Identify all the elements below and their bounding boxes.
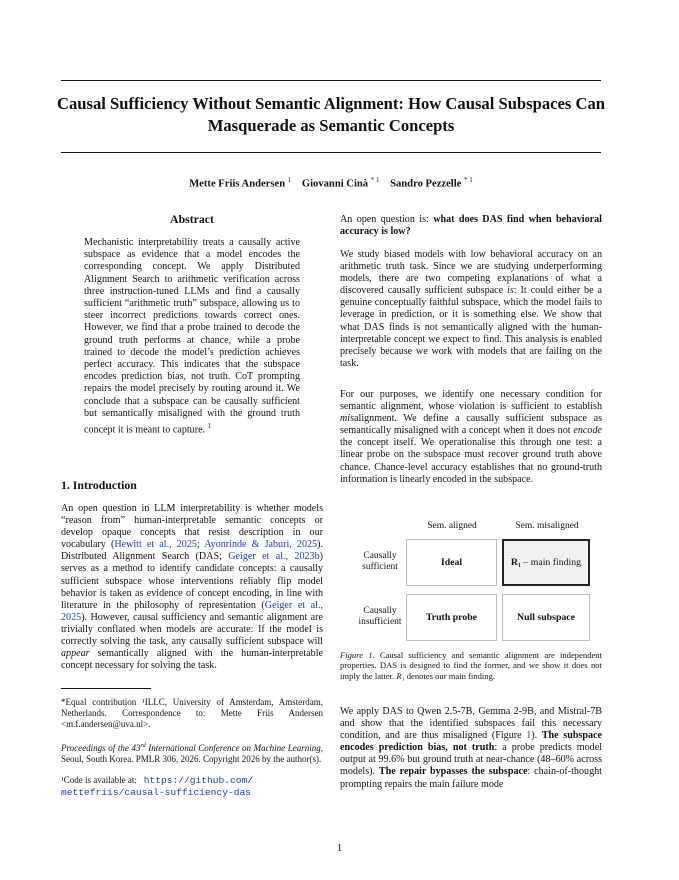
bold-question: what does DAS find when behavioral accuracy is low? — [340, 214, 602, 238]
caption-symbol: R₁ — [396, 670, 405, 681]
footnote-proceedings — [61, 741, 323, 765]
code-url-link[interactable]: https://github.com/ — [143, 775, 254, 786]
bold-claim: The subspace encodes prediction bias, not truth — [340, 730, 602, 754]
right-paragraph-4 — [340, 706, 602, 791]
citation-link[interactable]: Ayonrinde & Jaburi, 2025 — [204, 539, 318, 551]
figure-cell-main-finding — [502, 539, 590, 586]
emphasis: appear — [61, 648, 90, 660]
r1-symbol: R₁ — [510, 557, 521, 568]
author-affiliation-mark: 1 — [287, 176, 292, 184]
text-span: : chain-of-thought prompting repairs the main failure mode — [340, 766, 602, 790]
right-question — [340, 214, 602, 238]
caption-text: denotes our main finding. — [404, 670, 496, 681]
row-label-line: sufficient — [362, 562, 398, 572]
abstract-footnote-mark: 1 — [207, 422, 212, 431]
figure-row-label-insufficient — [345, 606, 415, 628]
cell-text: Null subspace — [517, 612, 575, 623]
text-span: : It could either be a genuine conceptually faithful subspace, which the model fails to leverage in prediction, or it is something else. We show that what DAS finds is not semantically aligned with the human-interpretable concept we expect to find. This analysis is enabled precisely because we work with models that are failing on the task. — [340, 285, 602, 369]
footnote-rule — [61, 688, 151, 689]
figure-col-header-misaligned: Sem. misaligned — [515, 521, 579, 531]
cell-text-rest: – main finding — [520, 557, 582, 568]
citation-link[interactable]: Hewitt et al., 2025 — [114, 539, 197, 551]
footnote-text: ¹Code is available at: — [61, 775, 140, 785]
text-span: ). — [531, 730, 542, 742]
right-paragraph-3 — [340, 389, 602, 486]
emphasis: is — [507, 285, 514, 297]
figure-row-label-sufficient — [345, 551, 415, 573]
section-heading-introduction: 1. Introduction — [61, 478, 137, 492]
row-label-line: insufficient — [358, 617, 402, 627]
bold-claim: The repair bypasses the subspace — [378, 766, 528, 778]
cell-text: Truth probe — [425, 612, 478, 623]
text-span: ; — [196, 539, 205, 551]
text-span: semantically aligned with the human-interpretable concept necessary for solving the task. — [61, 648, 323, 672]
figure-caption — [340, 650, 602, 681]
author-name: Mette Friis Andersen — [189, 178, 286, 190]
abstract-body — [84, 237, 300, 437]
abstract-heading: Abstract — [170, 212, 214, 226]
intro-paragraph — [61, 503, 323, 672]
footnote-equal-contribution — [61, 697, 323, 730]
author-list — [61, 176, 601, 190]
figure-cell-null-subspace — [502, 594, 590, 641]
top-rule — [61, 80, 601, 81]
row-label-line: Causally — [363, 606, 397, 616]
caption-label: Figure 1. — [340, 650, 375, 660]
author-name: Giovanni Cinà — [301, 178, 369, 190]
cell-text: Ideal — [440, 557, 463, 568]
author-affiliation-mark: * 1 — [464, 176, 473, 184]
text-span: : a probe predicts model output at 99.6% but ground truth at near-chance (48–60% across models). — [340, 742, 602, 778]
footnote-text: Proceedings of the 43 — [61, 743, 141, 753]
abstract-text: Mechanistic interpretability treats a causally active subspace as evidence that a model encodes the corresponding concept. We apply Distributed Alignment Search to arithmetic verification across three instruction-tuned LLMs and find a causally sufficient “arithmetic truth” subspace, allowing us to steer incorrect predictions towards correct ones. However, we find that a probe trained to decode the ground truth performs at chance, while a probe trained to decode the model’s prediction achieves perfect accuracy. This indicates that the subspace encodes prediction bias, not truth. CoT prompting repairs the model precisely by routing around it. We conclude that a subspace can be causally sufficient but semantically misaligned with the ground truth concept it is meant to capture. — [84, 237, 300, 436]
paper-title — [40, 93, 622, 137]
text-span: We apply DAS to Qwen 2.5-7B, Gemma 2-9B, and Mistral-7B and show that the identified subspaces fail this necessary condition, and are thus misaligned (Figure — [340, 706, 602, 742]
text-span: ). Distributed Alignment Search (DAS; — [61, 539, 323, 563]
code-url-link[interactable]: mettefriis/causal-sufficiency-das — [61, 786, 251, 798]
cell-text — [511, 557, 581, 568]
text-span: alignment. We define a causally sufficient subspace as semantically misaligned with a concept when it does not — [340, 413, 602, 437]
title-line-2: Masquerade as Semantic Concepts — [207, 116, 455, 135]
author-affiliation-mark: * 1 — [370, 176, 380, 184]
figure-cell-truth-probe — [406, 594, 497, 641]
footnote-code — [61, 775, 323, 799]
right-paragraph-2 — [340, 249, 602, 370]
figure-ref-link[interactable]: 1 — [526, 730, 532, 742]
citation-link[interactable]: Geiger et al., 2025 — [61, 599, 323, 623]
citation-link[interactable]: Geiger et al., 2023b — [228, 551, 320, 563]
footnote-text: , Seoul, South Korea. PMLR 306, 2026. Copyright 2026 by the author(s). — [61, 743, 323, 764]
footnote-text: International Conference on Machine Learning — [145, 743, 321, 753]
footnote-sup: rd — [140, 743, 146, 749]
text-span: ). However, causal sufficiency and semantic alignment are trivially conflated when models are accurate: If the model is correctly solving the task, any causally sufficient subspace will — [61, 611, 323, 648]
text-span: We study biased models with low behavioral accuracy on an arithmetic truth task. Since we are studying underperforming models, there are two competing explanations of what a discovered causally sufficient subspace — [340, 249, 602, 297]
text-span: the concept itself. We operationalise this through one test: a linear probe on the subspace must recover ground truth above chance. Chance-level accuracy establishes that no ground-truth information is linearly encoded in the subspace. — [340, 437, 602, 485]
text-span: ) serves as a method to identify candidate concepts: a causally sufficient subspace whose interventions reliably flip model behavior is taken as evidence of concept encoding, in line with literature in the philosophy of representation ( — [61, 551, 324, 611]
caption-text: Causal sufficiency and semantic alignment are independent properties. DAS is designed to find the former, and we show it does not imply the latter. — [340, 650, 602, 681]
footnote-text: *Equal contribution ¹ILLC, University of Amsterdam, Amsterdam, Netherlands. Correspondence to: Mette Friis Andersen <m.f.andersen@uva.nl>. — [61, 697, 323, 729]
title-bottom-rule — [61, 152, 601, 153]
row-label-line: Causally — [363, 551, 397, 561]
emphasis: mis — [340, 413, 355, 425]
title-line-1: Causal Sufficiency Without Semantic Alignment: How Causal Subspaces Can — [57, 94, 605, 113]
text-span: An open question in LLM interpretability is whether models “reason from” human-interpretable semantic concepts or develop opaque concepts that resist description in our vocabulary ( — [61, 503, 323, 551]
page-number: 1 — [336, 843, 343, 854]
text-span: For our purposes, we identify one necessary condition for semantic alignment, whose violation is sufficient to establish — [340, 389, 602, 413]
figure-col-header-aligned: Sem. aligned — [427, 521, 477, 531]
figure-cell-ideal — [406, 539, 497, 586]
emphasis: encode — [573, 425, 602, 437]
author-name: Sandro Pezzelle — [390, 178, 462, 190]
text-span: An open question is: — [340, 214, 434, 225]
